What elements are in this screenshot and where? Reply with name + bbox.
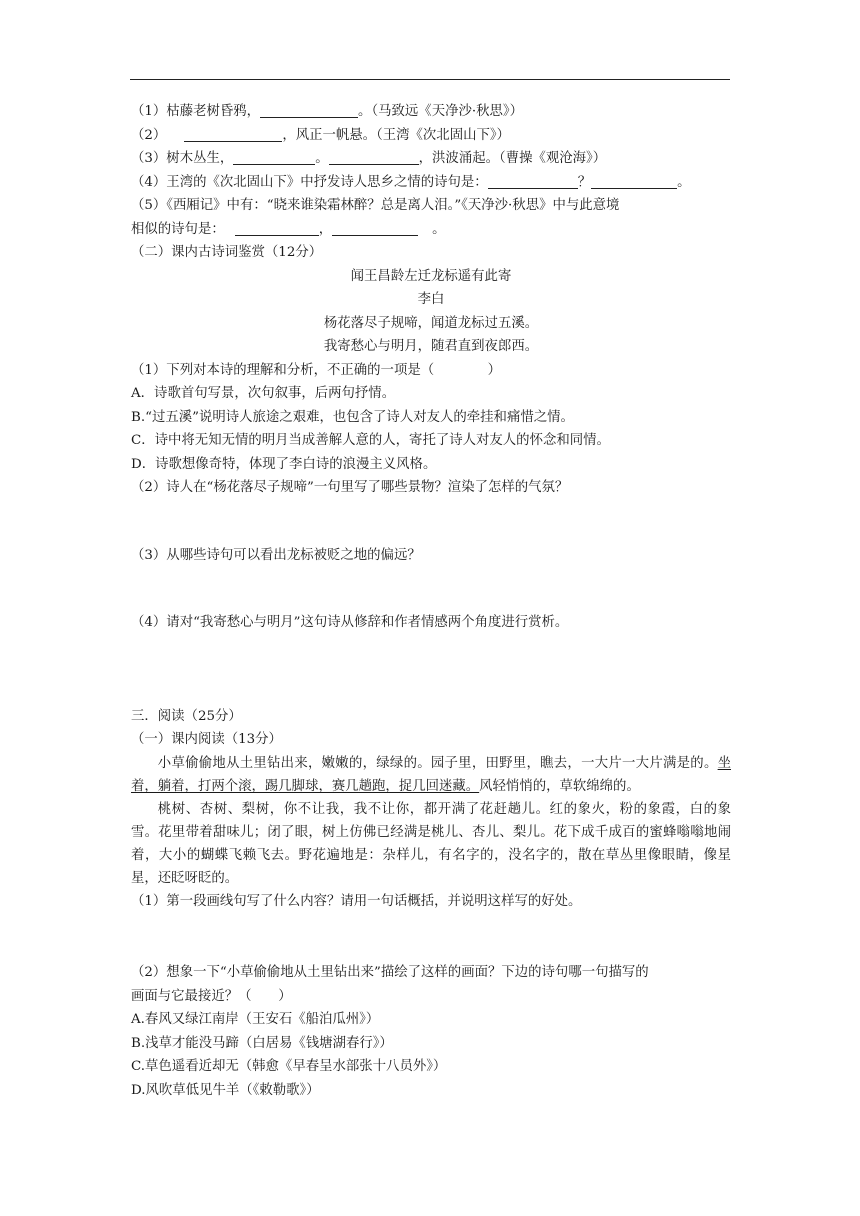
choice-option: D．诗歌想像奇特，体现了李白诗的浪漫主义风格。 [131,456,437,472]
question: （1）下列对本诗的理解和分析，不正确的一项是（ ） [131,362,502,378]
q2-text: （2） [131,127,167,143]
answer-blank[interactable] [233,149,315,165]
choice-option: D.风吹草低见牛羊（《敕勒歌》） [131,1082,320,1098]
section-header: （二）课内古诗词鉴赏（12分） [131,245,323,260]
choice-option: A.春风又绿江南岸（王安石《船泊瓜州》） [131,1012,380,1027]
poem-title: 闻王昌龄左迁龙标遥有此寄 [350,268,512,284]
reading-paragraph [131,752,731,798]
q5-text: 相似的诗句是： [131,221,225,237]
poem-author: 李白 [417,292,445,307]
answer-blank[interactable] [329,149,419,165]
choice-option: A．诗歌首句写景，次句叙事，后两句抒情。 [131,386,396,401]
question: （2）想象一下“小草偷偷地从土里钻出来”描绘了这样的画面？下边的诗句哪一句描写的 [131,965,649,980]
choice-option: B.“过五溪”说明诗人旅途之艰难，也包含了诗人对友人的牵挂和痛惜之情。 [131,409,574,425]
q4-text: （4）王湾的《次北固山下》中抒发诗人思乡之情的诗句是： [131,174,488,190]
q3-punct: 。 [315,151,329,166]
choice-option: C．诗中将无知无情的明月当成善解人意的人，寄托了诗人对友人的怀念和同情。 [131,433,610,448]
question: 画面与它最接近？（ ） [131,988,292,1004]
paragraph-text: 风轻悄悄的，草软绵绵的。 [479,778,640,794]
q1-text: （1）枯藤老树昏鸦， [131,104,261,119]
question: （3）从哪些诗句可以看出龙标被贬之地的偏远？ [131,547,421,563]
underlined-sentence: 坐着，躺着，打两个滚，踢几脚球，赛几趟跑，捉几回迷藏。 [131,755,731,794]
answer-blank[interactable] [260,102,358,118]
poem-line: 我寄愁心与明月，随君直到夜郎西。 [323,339,539,354]
fill-blank-q5-line1: （5）《西厢记》中有：“晓来谁染霜林醉？总是离人泪。”《天净沙·秋思》中与此意境 [131,198,620,213]
question: （2）诗人在“杨花落尽子规啼”一句里写了哪些景物？渲染了怎样的气氛？ [131,480,569,495]
answer-space[interactable] [131,500,731,544]
q5-end: 。 [432,221,446,237]
fill-blank-q3 [131,147,731,171]
answer-blank[interactable] [332,220,418,236]
answer-blank[interactable] [488,173,578,189]
fill-blank-q5-line2 [131,218,731,242]
q3-source: ，洪波涌起。（曹操《观沧海》） [418,151,607,166]
fill-blank-q4 [131,171,731,195]
answer-space[interactable] [131,913,731,961]
choice-option: B.浅草才能没马蹄（白居易《钱塘湖春行》） [131,1035,393,1051]
paragraph-text: 小草偷偷地从土里钻出来，嫩嫩的，绿绿的。园子里，田野里，瞧去，一大片一大片满是的。 [157,755,718,771]
q4-punct: ？ [577,174,592,190]
answer-blank[interactable] [184,126,282,142]
reading-paragraph: 桃树、杏树、梨树，你不让我，我不让你，都开满了花赶趟儿。红的象火，粉的象霞，白的象雪。花里带着甜味儿；闭了眼，树上仿佛已经满是桃儿、杏儿、梨儿。花下成千成百的蜜蜂嗡嗡地闹着，大小的蝴蝶飞赖飞去。野花遍地是：杂样儿，有名字的，没名字的，散在草丛里像眼睛，像星星，还眨呀眨的。 [131,801,731,886]
answer-blank[interactable] [591,173,677,189]
poem-line: 杨花落尽子规啼，闻道龙标过五溪。 [323,315,539,331]
answer-space[interactable] [131,567,731,611]
subsection-header: （一）课内阅读（13分） [131,732,282,747]
answer-space[interactable] [131,635,731,705]
q2-source: ，风正一帆悬。（王湾《次北固山下》） [282,127,510,143]
choice-option: C.草色遥看近却无（韩愈《早春呈水部张十八员外》） [131,1059,447,1074]
exam-page [131,100,731,1102]
fill-blank-q2 [131,124,731,148]
question: （1）第一段画线句写了什么内容？请用一句话概括，并说明这样写的好处。 [131,893,582,909]
section-header: 三．阅读（25分） [131,708,242,724]
header-rule [130,79,730,80]
q1-source: 。（马致远《天净沙·秋思》） [358,104,523,119]
q3-text: （3）树木丛生， [131,151,234,166]
fill-blank-q1 [131,100,731,124]
question: （4）请对“我寄愁心与明月”这句诗从修辞和作者情感两个角度进行赏析。 [131,615,569,630]
answer-blank[interactable] [235,220,319,236]
q4-end: 。 [677,174,691,190]
q5-punct: ， [318,221,333,237]
